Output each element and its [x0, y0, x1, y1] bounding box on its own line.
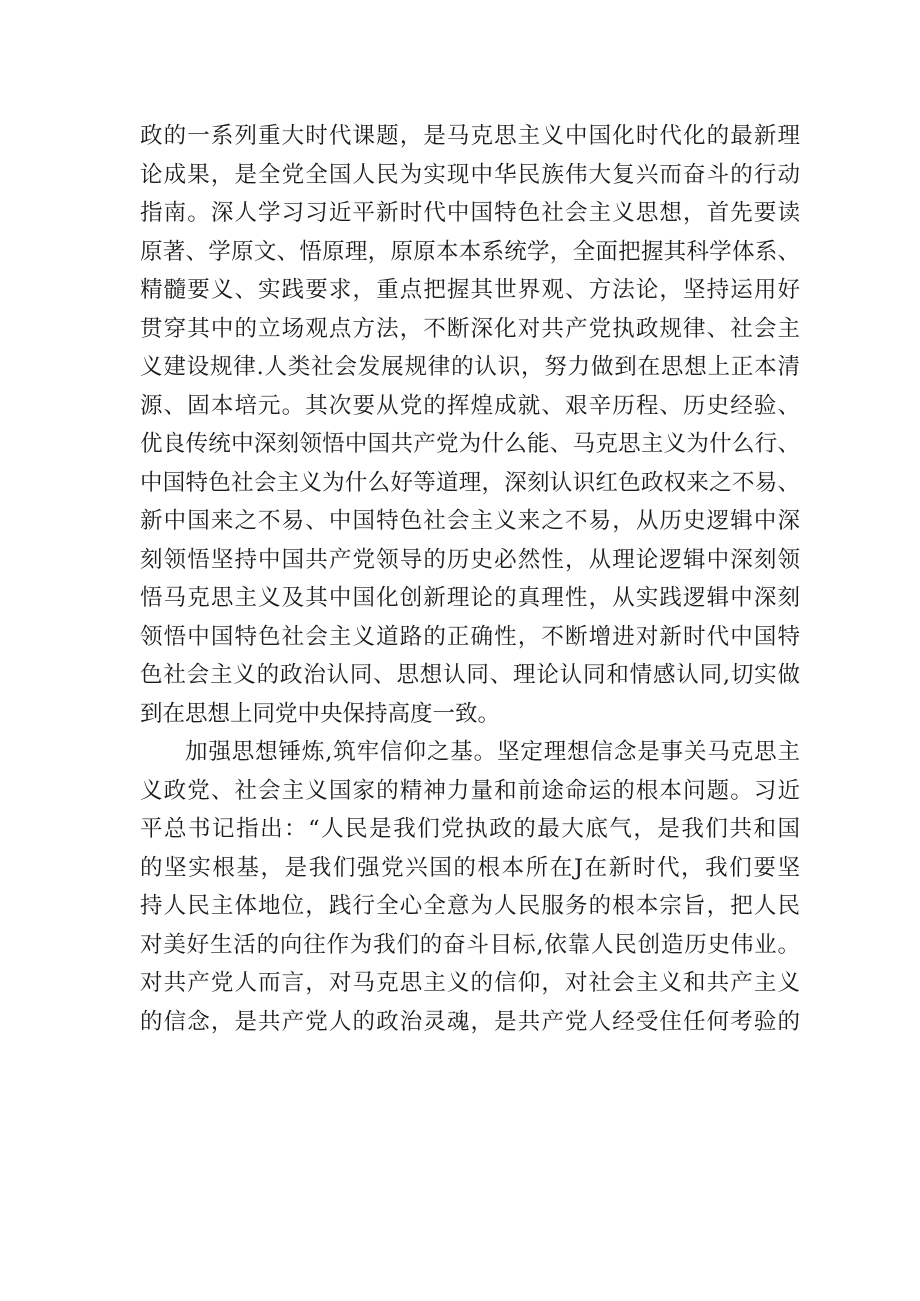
paragraph-1: [140, 117, 800, 733]
text-line: 加强思想锤炼,筑牢信仰之基。坚定理想信念是事关马克思主: [185, 739, 800, 765]
text-line: 对共产党人而言，对马克思主义的信仰，对社会主义和共产主义: [140, 970, 800, 996]
text-line: 对美好生活的向往作为我们的奋斗目标,依靠人民创造历史伟业。: [140, 931, 800, 958]
document-body: [140, 117, 800, 1041]
text-line: 持人民主体地位，践行全心全意为人民服务的根本宗旨，把人民: [140, 893, 800, 919]
text-line: 中国特色社会主义为什么好等道理，深刻认识红色政权来之不易、: [140, 469, 800, 496]
text-line: 的坚实根基，是我们强党兴国的根本所在J在新时代，我们要坚: [140, 854, 800, 881]
text-line: 政的一系列重大时代课题，是马克思主义中国化时代化的最新理: [140, 123, 800, 149]
text-line: 原著、学原文、悟原理，原原本本系统学，全面把握其科学体系、: [140, 238, 800, 265]
text-line: 精髓要义、实践要求，重点把握其世界观、方法论，坚持运用好: [140, 277, 800, 303]
text-line: 义政党、社会主义国家的精神力量和前途命运的根本问题。习近: [140, 777, 800, 804]
text-line: 色社会主义的政治认同、思想认同、理论认同和情感认同,切实做: [140, 662, 800, 688]
paragraph-2: [140, 733, 800, 1041]
text-line: 平总书记指出：“人民是我们党执政的最大底气，是我们共和国: [140, 816, 800, 842]
text-line: 悟马克思主义及其中国化创新理论的真理性，从实践逻辑中深刻: [140, 585, 800, 611]
text-line: 领悟中国特色社会主义道路的正确性，不断增进对新时代中国特: [140, 623, 800, 650]
text-line: 论成果，是全党全国人民为实现中华民族伟大复兴而奋斗的行动: [140, 161, 800, 188]
text-line: 到在思想上同党中央保持高度一致。: [140, 700, 501, 727]
text-line: 刻领悟坚持中国共产党领导的历史必然性，从理论逻辑中深刻领: [140, 546, 800, 573]
text-line: 源、固本培元。其次要从党的挥煌成就、艰辛历程、历史经验、: [140, 392, 800, 419]
text-line: 指南。深人学习习近平新时代中国特色社会主义思想，首先要读: [140, 200, 800, 226]
text-line: 贯穿其中的立场观点方法，不断深化对共产党执政规律、社会主: [140, 315, 800, 342]
text-line: 的信念，是共产党人的政治灵魂，是共产党人经受住任何考验的: [140, 1008, 800, 1035]
text-line: 优良传统中深刻领悟中国共产党为什么能、马克思主义为什么行、: [140, 431, 800, 457]
text-line: 义建设规律.人类社会发展规律的认识，努力做到在思想上正本清: [140, 354, 800, 380]
text-line: 新中国来之不易、中国特色社会主义来之不易，从历史逻辑中深: [140, 508, 800, 534]
